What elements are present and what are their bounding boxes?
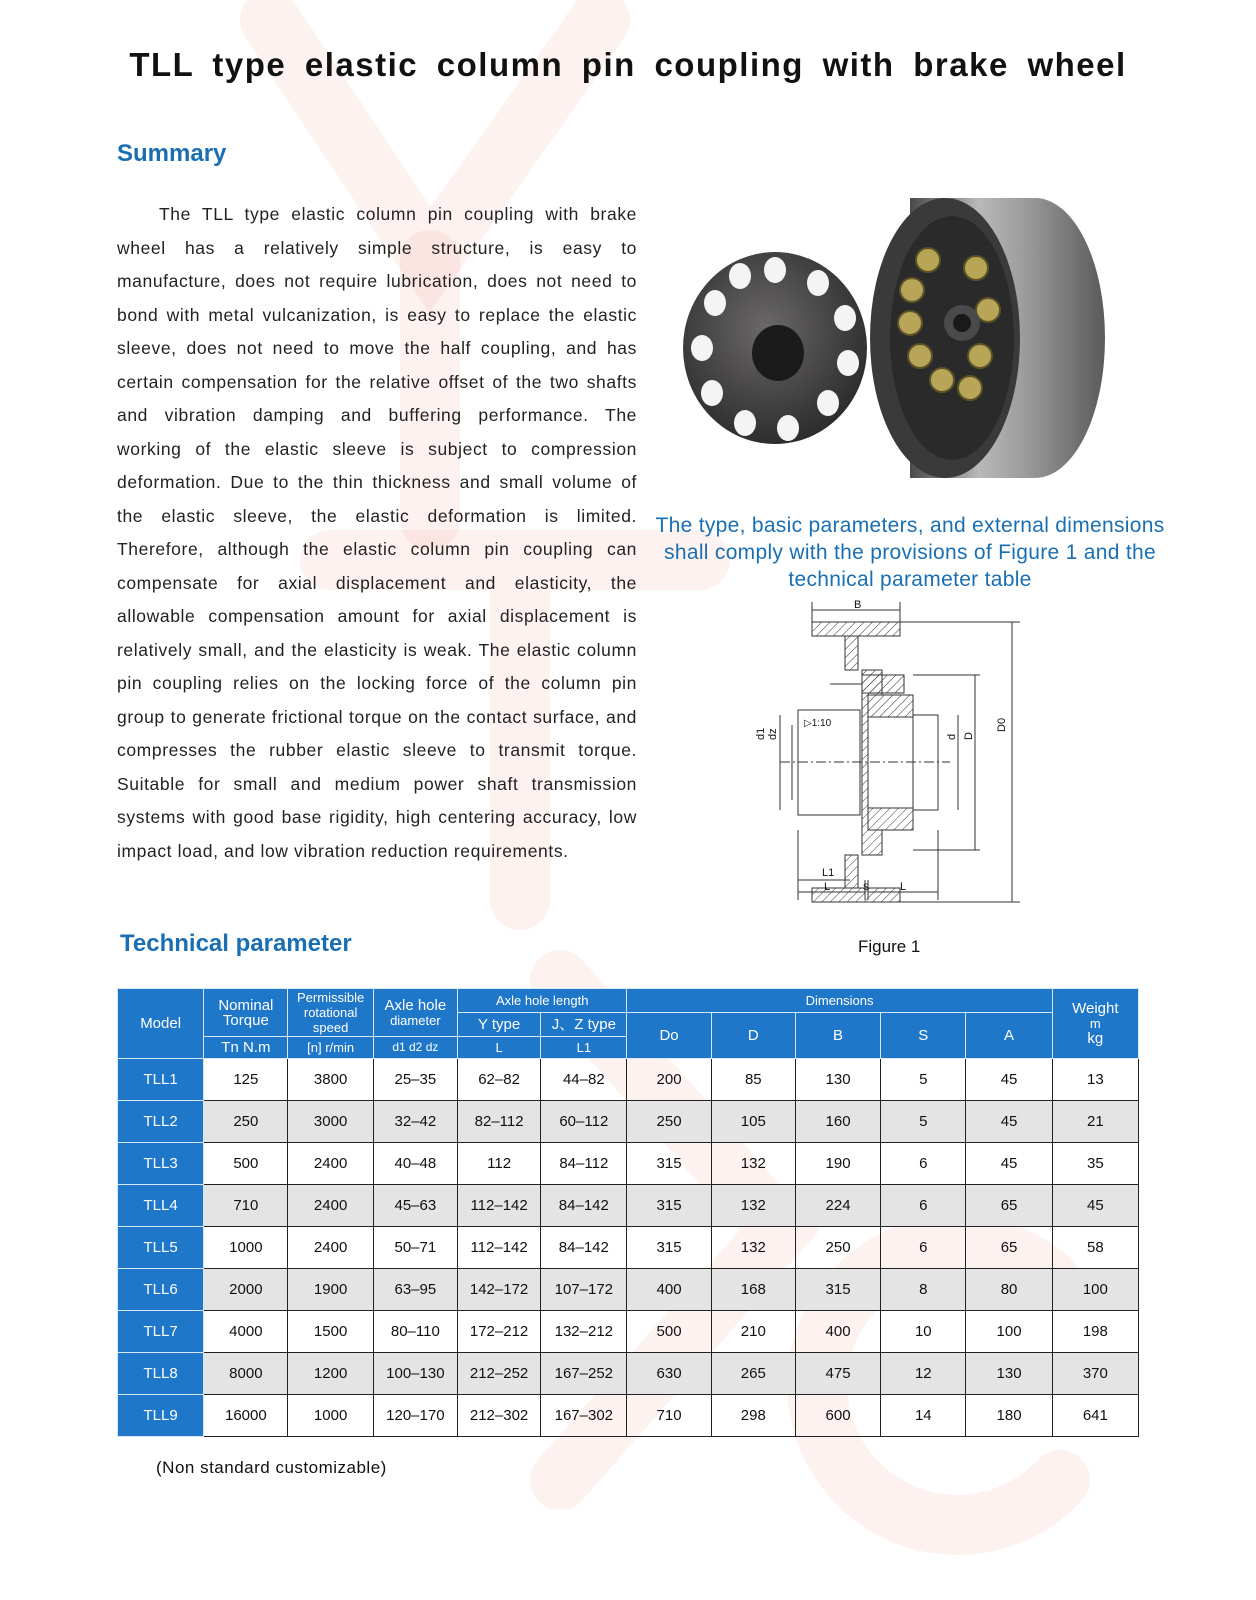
- table-cell: 210: [711, 1311, 795, 1353]
- col-torque: Nominal Torque: [204, 989, 288, 1037]
- table-cell: 315: [627, 1227, 711, 1269]
- half-coupling-disc: [683, 252, 867, 444]
- table-cell: 250: [204, 1101, 288, 1143]
- table-cell: 6: [881, 1227, 966, 1269]
- table-cell: 2400: [288, 1143, 373, 1185]
- table-cell: 1000: [204, 1227, 288, 1269]
- table-cell: 45: [1052, 1185, 1138, 1227]
- table-cell: 85: [711, 1059, 795, 1101]
- col-s: S: [881, 1013, 966, 1059]
- table-cell: 132: [711, 1185, 795, 1227]
- table-cell: 84–142: [541, 1185, 627, 1227]
- table-cell: 250: [627, 1101, 711, 1143]
- table-cell: 1000: [288, 1395, 373, 1437]
- table-row: [118, 1059, 1139, 1101]
- table-cell: 212–252: [457, 1353, 540, 1395]
- table-cell: 2000: [204, 1269, 288, 1311]
- dim-L-right: L: [900, 881, 907, 893]
- table-cell: 168: [711, 1269, 795, 1311]
- dim-S: S: [863, 882, 870, 892]
- table-cell: 45: [966, 1101, 1052, 1143]
- col-weight: Weight m kg: [1052, 989, 1138, 1059]
- col-axle-length: Axle hole length: [457, 989, 626, 1013]
- model-cell: TLL4: [118, 1185, 204, 1227]
- table-cell: 45–63: [373, 1185, 457, 1227]
- table-cell: 315: [627, 1143, 711, 1185]
- col-dimensions: Dimensions: [627, 989, 1052, 1013]
- table-cell: 224: [795, 1185, 880, 1227]
- figure-label: Figure 1: [858, 937, 921, 956]
- table-cell: 315: [627, 1185, 711, 1227]
- table-cell: 500: [627, 1311, 711, 1353]
- col-y-type-sub: L: [457, 1037, 540, 1059]
- table-cell: 14: [881, 1395, 966, 1437]
- table-cell: 40–48: [373, 1143, 457, 1185]
- table-cell: 3000: [288, 1101, 373, 1143]
- table-cell: 1900: [288, 1269, 373, 1311]
- table-cell: 6: [881, 1185, 966, 1227]
- table-cell: 112–142: [457, 1227, 540, 1269]
- table-cell: 112–142: [457, 1185, 540, 1227]
- table-cell: 100–130: [373, 1353, 457, 1395]
- table-cell: 63–95: [373, 1269, 457, 1311]
- summary-text: The TLL type elastic column pin coupling with brake wheel has a relatively simple structure, is easy to manufacture, does not require lubrication, does not need to bond with metal vulcanization, is easy to replace the elastic sleeve, does not need to move the half coupling, and has certain compensation for the relative offset of the two shafts and vibration damping and buffering performance. The working of the elastic sleeve is subject to compression deformation. Due to the thin thickness and small volume of the elastic sleeve, the elastic deformation is limited. Therefore, although the elastic column pin coupling can compensate for axial displacement and elasticity, the allowable compensation amount for axial displacement is relatively small, and the elasticity is weak. The elastic column pin coupling relies on the locking force of the column pin group to generate frictional torque on the contact surface, and compresses the rubber elastic sleeve to transmit torque. Suitable for small and medium power shaft transmission systems with good base rigidity, high centering accuracy, low impact load, and low vibration reduction requirements.: [117, 204, 637, 861]
- table-cell: 160: [795, 1101, 880, 1143]
- table-cell: 172–212: [457, 1311, 540, 1353]
- table-cell: 100: [966, 1311, 1052, 1353]
- model-cell: TLL5: [118, 1227, 204, 1269]
- table-cell: 400: [795, 1311, 880, 1353]
- table-cell: 4000: [204, 1311, 288, 1353]
- technical-parameter-table: [117, 988, 1139, 1437]
- col-jz-type-sub: L1: [541, 1037, 627, 1059]
- dim-d1: d1: [755, 727, 767, 740]
- table-cell: 180: [966, 1395, 1052, 1437]
- table-cell: 1500: [288, 1311, 373, 1353]
- table-cell: 50–71: [373, 1227, 457, 1269]
- table-cell: 315: [795, 1269, 880, 1311]
- table-cell: 130: [795, 1059, 880, 1101]
- model-cell: TLL6: [118, 1269, 204, 1311]
- table-row: [118, 1395, 1139, 1437]
- table-cell: 62–82: [457, 1059, 540, 1101]
- table-cell: 65: [966, 1185, 1052, 1227]
- table-cell: 8000: [204, 1353, 288, 1395]
- table-cell: 21: [1052, 1101, 1138, 1143]
- model-cell: TLL7: [118, 1311, 204, 1353]
- table-cell: 80: [966, 1269, 1052, 1311]
- table-row: [118, 1353, 1139, 1395]
- dim-L-left: L: [824, 881, 831, 893]
- table-cell: 12: [881, 1353, 966, 1395]
- model-cell: TLL1: [118, 1059, 204, 1101]
- figure-caption: The type, basic parameters, and external dimensions shall comply with the provisions of Figure 1 and the technical parameter table: [655, 514, 1165, 591]
- table-row: [118, 1143, 1139, 1185]
- col-speed: Permissible rotational speed: [288, 989, 373, 1037]
- col-axle-diameter: Axle hole diameter: [373, 989, 457, 1037]
- table-cell: 250: [795, 1227, 880, 1269]
- table-cell: 25–35: [373, 1059, 457, 1101]
- table-cell: 132: [711, 1143, 795, 1185]
- table-cell: 167–302: [541, 1395, 627, 1437]
- table-cell: 298: [711, 1395, 795, 1437]
- table-cell: 5: [881, 1101, 966, 1143]
- table-cell: 125: [204, 1059, 288, 1101]
- summary-heading: Summary: [117, 140, 227, 167]
- table-row: [118, 1269, 1139, 1311]
- model-cell: TLL3: [118, 1143, 204, 1185]
- table-cell: 45: [966, 1143, 1052, 1185]
- col-model: Model: [118, 989, 204, 1059]
- table-cell: 1200: [288, 1353, 373, 1395]
- table-cell: 641: [1052, 1395, 1138, 1437]
- table-cell: 200: [627, 1059, 711, 1101]
- col-torque-unit: Tn N.m: [204, 1037, 288, 1059]
- table-cell: 35: [1052, 1143, 1138, 1185]
- table-cell: 60–112: [541, 1101, 627, 1143]
- table-cell: 132–212: [541, 1311, 627, 1353]
- table-cell: 475: [795, 1353, 880, 1395]
- table-cell: 107–172: [541, 1269, 627, 1311]
- table-cell: 10: [881, 1311, 966, 1353]
- taper-ratio: ▷1:10: [804, 718, 832, 729]
- table-cell: 80–110: [373, 1311, 457, 1353]
- table-cell: 45: [966, 1059, 1052, 1101]
- table-cell: 600: [795, 1395, 880, 1437]
- table-row: [118, 1311, 1139, 1353]
- table-cell: 370: [1052, 1353, 1138, 1395]
- table-cell: 65: [966, 1227, 1052, 1269]
- table-cell: 84–142: [541, 1227, 627, 1269]
- col-a: A: [966, 1013, 1052, 1059]
- table-cell: 130: [966, 1353, 1052, 1395]
- custom-note: (Non standard customizable): [156, 1458, 387, 1477]
- table-cell: 44–82: [541, 1059, 627, 1101]
- table-cell: 84–112: [541, 1143, 627, 1185]
- dim-B: B: [854, 600, 862, 611]
- table-row: [118, 1101, 1139, 1143]
- table-cell: 5: [881, 1059, 966, 1101]
- technical-heading: Technical parameter: [120, 930, 352, 957]
- table-cell: 82–112: [457, 1101, 540, 1143]
- table-cell: 190: [795, 1143, 880, 1185]
- col-jz-type: J、Z type: [541, 1013, 627, 1037]
- table-cell: 16000: [204, 1395, 288, 1437]
- dim-L1: L1: [822, 867, 835, 879]
- table-cell: 8: [881, 1269, 966, 1311]
- table-cell: 2400: [288, 1227, 373, 1269]
- table-cell: 710: [204, 1185, 288, 1227]
- table-cell: 500: [204, 1143, 288, 1185]
- table-row: [118, 1185, 1139, 1227]
- table-cell: 198: [1052, 1311, 1138, 1353]
- table-cell: 2400: [288, 1185, 373, 1227]
- table-cell: 630: [627, 1353, 711, 1395]
- page-title: TLL type elastic column pin coupling with brake wheel: [129, 46, 1127, 83]
- dim-dz: dz: [767, 728, 779, 740]
- table-cell: 105: [711, 1101, 795, 1143]
- col-axle-dia-sub: d1 d2 dz: [373, 1037, 457, 1059]
- table-cell: 13: [1052, 1059, 1138, 1101]
- model-cell: TLL9: [118, 1395, 204, 1437]
- dim-D: D: [963, 732, 975, 740]
- table-cell: 142–172: [457, 1269, 540, 1311]
- table-cell: 6: [881, 1143, 966, 1185]
- table-cell: 112: [457, 1143, 540, 1185]
- brake-drum: [870, 198, 1105, 478]
- col-d: D: [711, 1013, 795, 1059]
- table-cell: 167–252: [541, 1353, 627, 1395]
- figure-1-drawing: [750, 600, 1060, 920]
- table-cell: 3800: [288, 1059, 373, 1101]
- dim-d: d: [946, 733, 958, 740]
- product-photo: [680, 188, 1135, 488]
- col-do: Do: [627, 1013, 711, 1059]
- table-cell: 32–42: [373, 1101, 457, 1143]
- model-cell: TLL2: [118, 1101, 204, 1143]
- col-b: B: [795, 1013, 880, 1059]
- col-y-type: Y type: [457, 1013, 540, 1037]
- table-cell: 400: [627, 1269, 711, 1311]
- table-cell: 212–302: [457, 1395, 540, 1437]
- table-cell: 58: [1052, 1227, 1138, 1269]
- table-cell: 120–170: [373, 1395, 457, 1437]
- table-cell: 132: [711, 1227, 795, 1269]
- table-cell: 710: [627, 1395, 711, 1437]
- dim-D0: D0: [996, 717, 1008, 732]
- model-cell: TLL8: [118, 1353, 204, 1395]
- table-cell: 100: [1052, 1269, 1138, 1311]
- table-row: [118, 1227, 1139, 1269]
- col-speed-unit: [n] r/min: [288, 1037, 373, 1059]
- table-cell: 265: [711, 1353, 795, 1395]
